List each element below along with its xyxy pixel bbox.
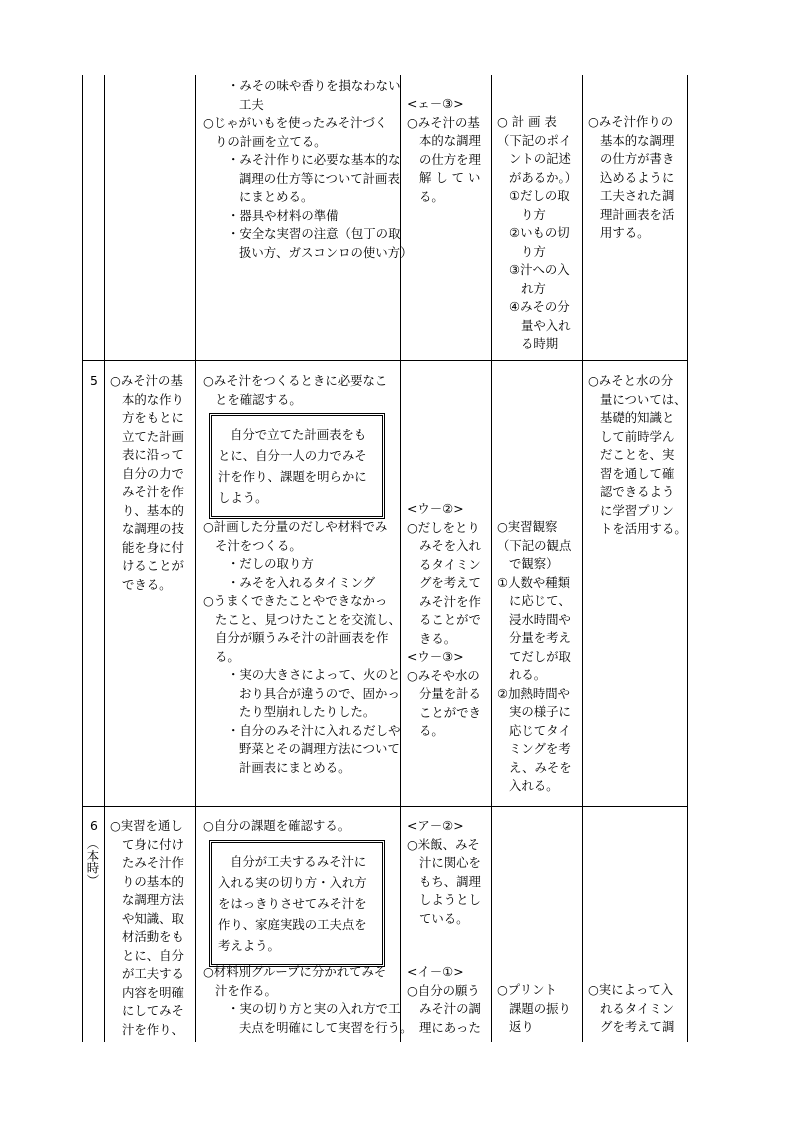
text-line: 理計画表を活 [600,206,675,222]
text-line: 実の様子に [509,704,571,719]
text-line: みそ汁を作 [122,484,184,499]
text-line: 立てた計画 [122,428,184,444]
text-line: して前時学ん [600,428,675,444]
text-line: 内容を明確 [122,984,184,1000]
text-line: ②加熱時間や [497,685,571,701]
text-line: で観察） [509,556,559,571]
text-line: りの基本的 [122,873,184,889]
text-line: 量については、 [600,391,687,407]
text-line: 課題の振り [509,1000,571,1016]
col-line-2 [195,75,196,1042]
text-line: ・だしの取り方 [227,556,314,571]
text-line: ことができ [419,704,481,720]
text-line: 汁を作り、課題を明らかに [218,469,367,484]
text-line: ・みその味や香りを損なわない [227,78,401,93]
text-line: 夫点を明確にして実習を行う。 [239,1019,413,1035]
text-line: ・安全な実習の注意（包丁の取 [227,226,401,241]
text-line: ○じゃがいもを使ったみそ汁づく [203,115,388,130]
text-line: 入れる。 [509,778,559,793]
text-line: 作り、家庭実践の工夫点を [218,917,367,932]
text-line: ○みそと水の分 [588,373,674,388]
bot-support [588,981,674,1037]
text-line: れるタイミン [600,1000,675,1016]
text-line: 分量を考え [509,630,571,645]
text-line: 汁を作り、 [122,1021,184,1037]
row-line-2 [82,806,688,807]
text-line: ○だしをとり [407,519,480,535]
bot-activity-b [203,963,412,1037]
text-line: 方をもとに [122,410,184,425]
text-line: れ方 [521,280,546,296]
text-line: に学習プリン [600,502,674,518]
text-line: たこと、見つけたことを交流し、 [215,611,401,627]
text-line: ○うまくできたことやできなかっ [203,593,388,608]
text-line: が工夫する [122,966,184,981]
text-line: 自分が工夫するみそ汁に [230,854,367,869]
text-line: え、みそを [509,759,572,775]
text-line: や知識、取 [122,910,184,926]
text-line: にまとめる。 [239,189,314,204]
text-line: 計画表にまとめる。 [239,759,351,775]
text-line: 工夫された調 [600,188,675,203]
text-line: りの計画を立てる。 [215,133,327,149]
text-line: しよう。 [218,490,268,505]
text-line: る。 [419,723,444,738]
text-line: 量や入れ [521,317,571,333]
text-line: だことを、実 [600,447,675,462]
text-line: ○ 計 画 表 [497,114,557,129]
text-line: ・実の大きさによって、火のと [227,667,401,682]
text-line: 理にあった [419,1019,481,1035]
text-line: ○自分の課題を確認する。 [203,818,351,833]
text-line: みそ汁を作 [419,593,481,609]
text-line: ○みそ汁をつくるときに必要なこ [203,373,388,388]
mid-support [588,372,687,539]
text-line: とを確認する。 [215,391,302,407]
col-line-6 [687,75,688,1042]
top-support [588,113,674,243]
text-line: たみそ汁作 [122,855,184,870]
col-line-4 [491,75,492,1042]
mid-eval-criteria [407,500,481,741]
text-line: <イ－①> [407,964,464,979]
text-line: ントの記述 [509,151,571,166]
text-line: 返り [509,1019,534,1034]
text-line: 分量を計る [419,686,481,701]
text-line: 扱い方、ガスコンロの使い方） [239,244,413,260]
mid-goal [110,372,184,594]
bot-eval-criteria-b [407,963,481,1037]
text-line: 浸水時間や [509,611,571,627]
bot-eval-method [497,981,571,1037]
text-line: 汁に関心を [419,855,481,870]
text-line: ○プリント [497,982,557,997]
text-line: ○自分の願う [407,982,480,998]
text-line: 汁を作る。 [215,982,277,998]
text-line: 解 し て い [419,170,481,185]
text-line: できる。 [122,576,172,592]
text-line: <ア－②> [407,818,464,833]
text-line: ・実の切り方と実の入れ方で工 [227,1001,401,1016]
text-line: ③汁への入 [509,262,570,277]
text-line: 込めるように [600,169,675,185]
text-line: 基本的な調理 [600,132,675,148]
text-line: ・自分のみそ汁に入れるだしや [227,722,401,738]
text-line: みそを入れ [419,538,481,553]
text-line: ○実習観察 [497,519,558,534]
text-line: 能を身に付 [122,539,184,555]
text-line: ・みそ汁作りに必要な基本的な [227,152,401,167]
text-line: <ウ－②> [407,501,464,516]
text-line: があるか。） [509,169,578,185]
text-line: 基礎的知識と [600,410,675,425]
text-line: ④みその分 [509,299,570,314]
text-line: ○実習を通し [110,818,183,833]
lesson-plan-table [82,75,688,1042]
col-line-1 [104,75,105,1042]
text-line: 材活動をも [122,929,184,944]
text-line: 本的な作り [122,391,184,407]
text-line: ②いもの切 [509,225,570,240]
text-line: 用する。 [600,225,650,240]
col-line-0 [82,75,83,1042]
text-line: グを考えて調 [600,1019,675,1034]
text-line: 調理の仕方等について計画表 [239,170,400,186]
text-line: ○計画した分量のだしや材料でみ [203,519,388,534]
text-line: （下記の観点 [497,537,572,553]
text-line: 自分の力で [122,465,184,481]
text-line: る。 [419,188,444,204]
text-line: てだしが取 [509,648,571,664]
this-lesson-label: （本時） [85,837,100,887]
text-line: ①人数や種類 [497,574,571,590]
text-line: れる。 [509,667,547,682]
bot-activity-a [203,817,350,836]
bot-eval-criteria-a [407,817,481,928]
text-line: ミングを考 [509,741,571,756]
text-line: ・器具や材料の準備 [227,207,339,223]
mid-activity-a [203,372,387,409]
text-line: にしてみそ [122,1003,184,1018]
top-activity [203,77,412,262]
text-line: おり具合が違うので、固かっ [239,685,400,701]
text-line: ○材料別グループに分かれてみそ [203,964,387,979]
text-line: きる。 [419,630,457,646]
col-line-5 [582,75,583,1042]
text-line: の仕方が書き [600,151,675,166]
text-line: （下記のポイ [497,132,572,148]
text-line: 習を通して確 [600,465,675,481]
text-line: に応じて、 [509,593,571,608]
text-line: り、基本的 [122,502,184,518]
text-line: けることが [122,558,184,573]
top-eval-method [497,113,577,354]
text-line: ○米飯、みそ [407,836,480,852]
text-line: ○みそ汁の基 [110,373,183,388]
lesson-number: 6 [90,818,98,833]
lesson-number: 5 [90,373,98,388]
text-line: <ウ－③> [407,649,464,664]
text-line: ○みそ汁の基 [407,114,480,130]
text-line: 自分で立てた計画表をも [230,427,367,442]
text-line: り方 [521,206,546,222]
text-line: 応じてタイ [509,722,571,738]
text-line: とに、自分一人の力でみそ [218,448,367,463]
text-line: ・みそを入れるタイミング [227,574,376,590]
text-line: 工夫 [239,96,264,112]
text-line: ることがで [419,612,481,627]
bot-task-box [209,840,385,967]
text-line: ている。 [419,910,469,926]
text-line: 表に沿って [122,447,184,462]
mid-task-box [209,413,385,519]
text-line: みそ汁の調 [419,1001,481,1016]
text-line: ○実によって入 [588,982,674,997]
text-line: しようとし [419,892,481,907]
text-line: るタイミン [419,556,481,572]
text-line: な調理の技 [122,521,184,536]
text-line: 野菜とその調理方法について [239,741,400,756]
text-line: な調理方法 [122,892,184,907]
text-line: の仕方を理 [419,151,481,167]
mid-eval-method [497,518,572,796]
text-line: <ェ－③> [407,96,464,111]
text-line: ①だしの取 [509,188,570,203]
text-line: 入れる実の切り方・入れ方 [218,875,367,890]
text-line: り方 [521,243,546,259]
text-line: 考えよう。 [218,938,280,953]
text-line: グを考えて [419,575,481,590]
text-line: 本的な調理 [419,133,481,148]
text-line: ○みそ汁作りの [588,114,674,129]
text-line: もち、調理 [419,873,481,889]
text-line: トを活用する。 [600,521,687,536]
top-eval-criteria [407,95,481,206]
text-line: て身に付け [122,836,184,852]
bot-goal [110,817,184,1039]
mid-activity-b [203,518,401,777]
text-line: 認できるよう [600,484,675,499]
text-line: とに、自分 [122,947,184,963]
text-line: たり型崩れしたりした。 [239,704,376,719]
row-line-1 [82,360,688,361]
text-line: る時期 [521,336,559,351]
text-line: る。 [215,648,240,664]
text-line: そ汁をつくる。 [215,537,302,553]
text-line: 自分が願うみそ汁の計画表を作 [215,630,389,645]
text-line: ○みそや水の [407,667,480,683]
text-line: をはっきりさせてみそ汁を [218,896,367,911]
